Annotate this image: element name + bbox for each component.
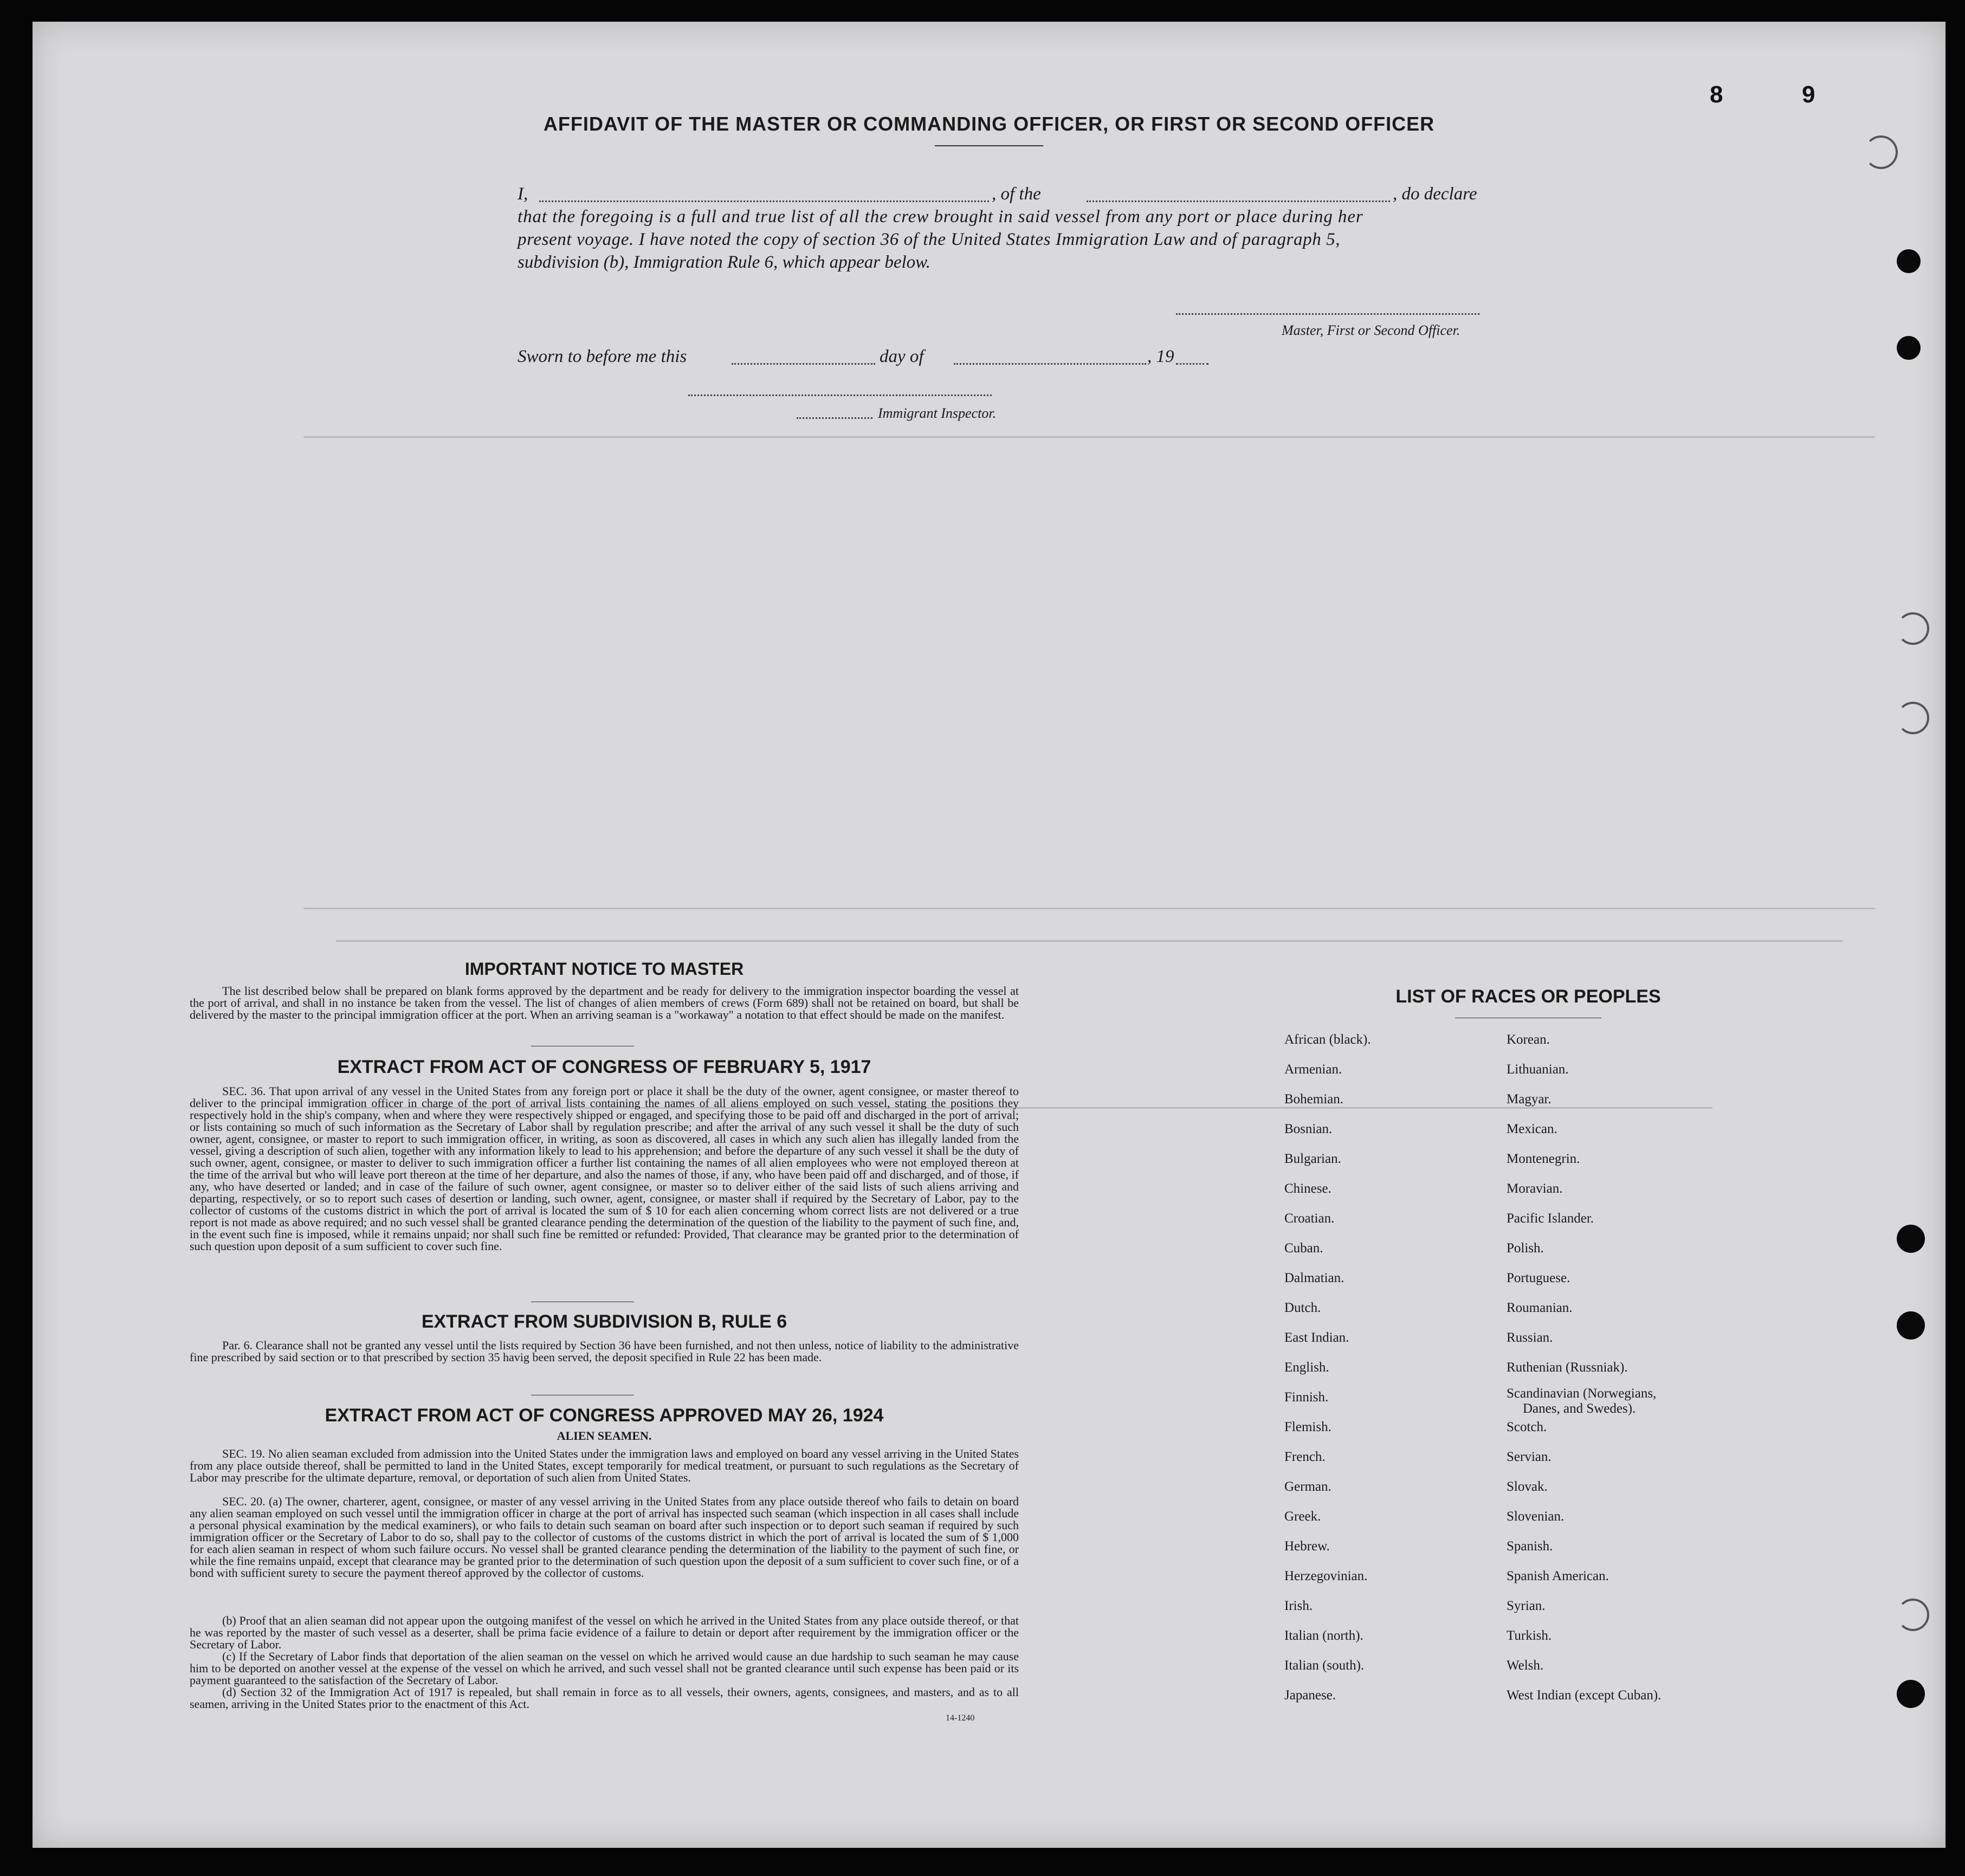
race-item: Montenegrin. <box>1507 1152 1580 1166</box>
sworn-year-blank <box>1176 363 1208 365</box>
race-item: Turkish. <box>1507 1628 1552 1643</box>
race-item: Dutch. <box>1284 1301 1321 1315</box>
binder-hole <box>1897 1225 1925 1253</box>
notice-text: The list described below shall be prepared on blank forms approved by the department and be ready for delivery to the immigration inspector boarding the vessel at the port of arrival, and shall in no instance be taken from the vessel. The list of changes of alien members of crews (Form 689) shall not be retained on board, but shall be delivered by the master to the principal immigration officer at the port. When an arriving seaman is a "workaway" a notation to that effect should be made on the manifest. <box>190 984 1019 1021</box>
affidavit-line-1-i: I, <box>518 184 528 204</box>
binder-hole <box>1897 1680 1925 1708</box>
race-item: Ruthenian (Russniak). <box>1507 1360 1628 1375</box>
affidavit-line-1-of: , of the <box>992 184 1041 204</box>
race-item: Lithuanian. <box>1507 1062 1569 1077</box>
act-1924-sec20d: (d) Section 32 of the Immigration Act of 1917 is repealed, but shall remain in force as to all vessels, their owners, agents, consignees, and masters, and as to all seamen, arriving in the United States prior to the enactment of this Act. <box>190 1685 1019 1711</box>
race-item: Korean. <box>1507 1032 1550 1047</box>
race-item: Welsh. <box>1507 1658 1544 1673</box>
race-item: Chinese. <box>1284 1181 1331 1196</box>
race-item: Scandinavian (Norwegians, <box>1507 1386 1657 1401</box>
notice-title: IMPORTANT NOTICE TO MASTER <box>464 959 744 979</box>
master-signature-label: Master, First or Second Officer. <box>1282 322 1460 338</box>
affidavit-line-3: present voyage. I have noted the copy of section 36 of the United States Immigration Law and of paragraph 5, <box>518 230 1341 249</box>
affidavit-line-1-declare: , do declare <box>1393 184 1477 204</box>
form-number: 14-1240 <box>946 1713 975 1723</box>
inspector-signature-blank <box>688 394 992 396</box>
race-item: French. <box>1284 1450 1326 1464</box>
race-item: Russian. <box>1507 1330 1553 1345</box>
race-item: Bohemian. <box>1284 1092 1344 1107</box>
rule-6-text: Par. 6. Clearance shall not be granted any vessel until the lists required by Section 36 have been furnished, and not then unless, notice of liability to the administrative fine prescribed by said section or to that prescribed by section 35 havig been served, the deposit specified in Rule 22 has been made. <box>190 1338 1019 1364</box>
sworn-day-blank <box>732 363 875 365</box>
race-item: Portuguese. <box>1507 1271 1570 1285</box>
title-underline <box>935 145 1043 146</box>
act-1917-title: EXTRACT FROM ACT OF CONGRESS OF FEBRUARY 5, 1917 <box>337 1057 871 1077</box>
act-1924-title: EXTRACT FROM ACT OF CONGRESS APPROVED MAY 26, 1924 <box>325 1405 884 1426</box>
name-blank <box>539 200 989 202</box>
sworn-text: Sworn to before me this <box>518 347 687 366</box>
race-item: Italian (north). <box>1284 1628 1363 1643</box>
binder-hole-outline <box>1864 135 1898 169</box>
race-item: Slovak. <box>1507 1479 1548 1494</box>
act-1917-text: SEC. 36. That upon arrival of any vessel in the United States from any foreign port or place it shall be the duty of the owner, agent consignee, or master thereof to deliver to the principal immigration officer in charge of the port of arrival lists containing the names of all aliens employed on such vessel, stating the positions they respectively hold in the ship's company, when and where they were respectively shipped or engaged, and specifying those to be paid off and discharged in the port of arrival; or lists containing so much of such information as the Secretary of Labor shall by regulation prescribe; and after the arrival of any such vessel it shall be the duty of such owner, agent, consignee, or master to report to such immigration officer, in writing, as soon as discovered, all cases in which any such alien has illegally landed from the vessel, giving a description of such alien, together with any information likely to lead to his apprehension; and before the departure of any such vessel it shall be the duty of such owner, agent, consignee, or master to deliver to such immigration officer a further list containing the names of all alien employees who were not employed thereon at the time of the arrival but who will leave port thereon at the time of her departure, and also the names of those, if any, who have been paid off and discharged, and of those, if any, who have deserted or landed; and in case of the failure of such owner, agent consignee, or master so to deliver either of the said lists of such aliens arriving and departing, respectively, or so to report such cases of desertion or landing, such owner, agent, consignee, or master shall if required by the Secretary of Labor, pay to the collector of customs of the customs district in which the port of arrival is located the sum of $ 10 for each alien concerning whom correct lists are not delivered or a true report is not made as above required; and no such vessel shall be granted clearance pending the determination of the question of the liability to the payment of such fine, and, in the event such fine is imposed, while it remains unpaid; nor shall such fine be remitted or refunded: Provided, That clearance may be granted prior to the determination of such question upon deposit of a sum sufficient to cover such fine. <box>190 1084 1019 1253</box>
race-item: Bosnian. <box>1284 1122 1333 1136</box>
race-item: East Indian. <box>1284 1330 1349 1345</box>
race-item: Servian. <box>1507 1450 1552 1464</box>
race-item: Polish. <box>1507 1241 1544 1256</box>
race-item: West Indian (except Cuban). <box>1507 1688 1662 1703</box>
affidavit-line-2: that the foregoing is a full and true list of all the crew brought in said vessel from any port or place during her <box>518 207 1363 227</box>
corner-mark-right: 9 <box>1802 81 1815 108</box>
sworn-month-blank <box>954 363 1146 365</box>
act-1924-sec20b: (b) Proof that an alien seaman did not appear upon the outgoing manifest of the vessel on which he arrived in the United States from any place outside thereof, or that he was reported by the master of such vessel as a deserter, shall be prima facie evidence of a failure to detain or deport after requirement by the immigration officer or the Secretary of Labor. <box>190 1614 1019 1651</box>
act-1924-subtitle: ALIEN SEAMEN. <box>557 1429 652 1442</box>
race-item: Spanish American. <box>1507 1569 1609 1583</box>
race-item: Slovenian. <box>1507 1509 1565 1524</box>
immigrant-inspector-label: Immigrant Inspector. <box>878 405 997 421</box>
binder-hole <box>1897 1311 1925 1340</box>
race-item: Scotch. <box>1507 1420 1547 1434</box>
signature-blank <box>1176 313 1479 315</box>
sworn-day-of: day of <box>880 347 924 366</box>
binder-hole <box>1897 249 1921 273</box>
races-title: LIST OF RACES OR PEOPLES <box>1395 986 1661 1007</box>
binder-hole-outline <box>1897 1599 1929 1631</box>
race-item: Croatian. <box>1284 1211 1335 1226</box>
inspector-short-blank <box>797 417 872 419</box>
race-item: Roumanian. <box>1507 1301 1573 1315</box>
race-item: Herzegovinian. <box>1284 1569 1368 1583</box>
race-item: Irish. <box>1284 1599 1313 1613</box>
race-item: Syrian. <box>1507 1599 1546 1613</box>
act-1924-sec20a: SEC. 20. (a) The owner, charterer, agent, consignee, or master of any vessel arriving in the United States from any place outside thereof who fails to detain on board any alien seaman employed on such vessel until the immigration officer in charge at the port of arrival has inspected such seaman (which inspection in all cases shall include a personal physical examination by the medical examiners), or who fails to detain such seaman on board after such inspection or to deport such seaman if required by such immigration officer or the Secretary of Labor to do so, shall pay to the collector of customs of the customs district in which the port of arrival is located the sum of $ 1,000 for each alien seaman in respect of whom such failure occurs. No vessel shall be granted clearance pending the determination of the liability to the payment of such fine, or while the fine remains unpaid, except that clearance may be granted prior to the determination of such question upon the deposit of a sum sufficient to cover such fine, or of a bond with sufficient surety to secure the payment thereof approved by the collector of customs. <box>190 1495 1019 1580</box>
race-item: Italian (south). <box>1284 1658 1365 1673</box>
race-item: Flemish. <box>1284 1420 1331 1434</box>
sworn-year: , 19 <box>1147 347 1174 366</box>
act-1924-sec19: SEC. 19. No alien seaman excluded from admission into the United States under the immigration laws and employed on board any vessel arriving in the United States from any place outside thereof, shall be permitted to land in the United States, except temporarily for medical treatment, or pursuant to such regulations as the Secretary of Labor may prescribe for the ultimate departure, removal, or deportation of such alien from United States. <box>190 1447 1019 1484</box>
race-item: Bulgarian. <box>1284 1152 1341 1166</box>
race-item: Spanish. <box>1507 1539 1553 1554</box>
race-item: Japanese. <box>1284 1688 1336 1703</box>
race-item: Mexican. <box>1507 1122 1557 1136</box>
rule-6-title: EXTRACT FROM SUBDIVISION B, RULE 6 <box>421 1311 787 1332</box>
race-item: Greek. <box>1284 1509 1321 1524</box>
race-item: English. <box>1284 1360 1329 1375</box>
race-item: Dalmatian. <box>1284 1271 1345 1285</box>
binder-hole-outline <box>1897 702 1929 734</box>
race-item: Danes, and Swedes). <box>1523 1401 1636 1416</box>
race-item: Pacific Islander. <box>1507 1211 1594 1226</box>
race-item: African (black). <box>1284 1032 1371 1047</box>
race-item: Magyar. <box>1507 1092 1552 1107</box>
corner-mark-left: 8 <box>1710 81 1723 108</box>
race-item: German. <box>1284 1479 1331 1494</box>
race-item: Finnish. <box>1284 1390 1329 1405</box>
race-item: Hebrew. <box>1284 1539 1330 1554</box>
affidavit-line-4: subdivision (b), Immigration Rule 6, which appear below. <box>518 253 930 272</box>
vessel-blank <box>1087 200 1390 202</box>
race-item: Moravian. <box>1507 1181 1563 1196</box>
document-page <box>33 22 1945 1848</box>
act-1924-sec20c: (c) If the Secretary of Labor finds that deportation of the alien seaman on the vessel on which he arrived would cause an due hardship to such seaman he may cause him to be deported on another vessel at the expense of the vessel on which he arrived, and such vessel shall not be granted clearance until such expense has been paid or its payment guaranteed to the satisfaction of the Secretary of Labor. <box>190 1649 1019 1687</box>
race-item: Cuban. <box>1284 1241 1323 1256</box>
race-item: Armenian. <box>1284 1062 1342 1077</box>
binder-hole-outline <box>1897 612 1929 645</box>
affidavit-title: AFFIDAVIT OF THE MASTER OR COMMANDING OFFICER, OR FIRST OR SECOND OFFICER <box>543 113 1435 135</box>
binder-hole <box>1897 336 1921 360</box>
